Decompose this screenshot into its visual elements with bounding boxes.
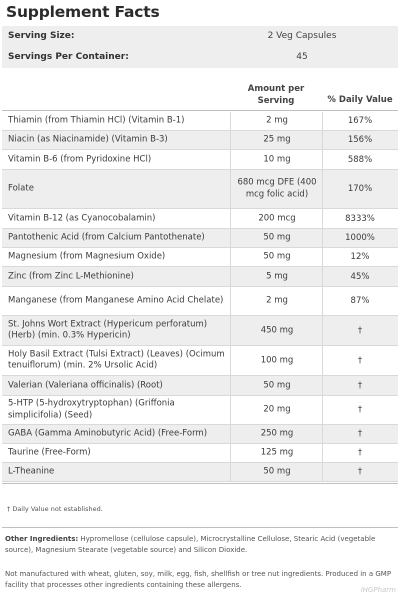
nutrient-amount: 50 mg xyxy=(263,232,291,243)
other-ingredients-text: Hypromellose (cellulose capsule), Microcrystalline Cellulose, Stearic Acid (vegetable source), Magnesium Stearate (vegetable source) and Silicon Dioxide. xyxy=(5,535,376,554)
nutrient-name: Pantothenic Acid (from Calcium Pantothenate) xyxy=(8,232,205,243)
nutrient-amount: 50 mg xyxy=(263,251,291,262)
serving-size-value: 2 Veg Capsules xyxy=(267,31,337,41)
nutrient-daily-value: 1000% xyxy=(345,233,375,243)
nutrient-amount: 50 mg xyxy=(263,379,291,390)
table-row xyxy=(2,425,398,443)
nutrient-amount: 2 mg xyxy=(266,115,288,126)
nutrient-daily-value: † xyxy=(357,380,363,391)
nutrient-name: 5-HTP (5-hydroxytryptophan) (Griffonia simplicifolia) (Seed) xyxy=(8,398,175,420)
nutrient-amount: 100 mg xyxy=(260,354,294,365)
table-row xyxy=(2,209,398,228)
table-row xyxy=(2,346,398,375)
nutrient-name: Valerian (Valeriana officinalis) (Root) xyxy=(8,379,163,390)
column-divider xyxy=(230,463,231,481)
serving-size-label: Serving Size: xyxy=(8,31,75,41)
nutrient-name: Thiamin (from Thiamin HCl) (Vitamin B-1) xyxy=(8,115,185,126)
nutrient-amount: 5 mg xyxy=(266,270,288,281)
page-title: Supplement Facts xyxy=(6,3,160,21)
table-bottom-divider xyxy=(2,483,398,484)
column-divider xyxy=(230,150,231,169)
column-divider xyxy=(230,229,231,247)
nutrient-daily-value: 45% xyxy=(350,271,370,282)
nutrient-amount: 200 mcg xyxy=(258,212,296,223)
row-divider xyxy=(2,481,398,482)
watermark: iHGPharm xyxy=(360,586,396,594)
nutrient-name: Vitamin B-12 (as Cyanocobalamin) xyxy=(8,212,156,223)
table-row xyxy=(2,376,398,395)
nutrient-name: Zinc (from Zinc L-Methionine) xyxy=(8,270,134,281)
table-row xyxy=(2,112,398,130)
nutrient-name: Manganese (from Manganese Amino Acid Chelate) xyxy=(8,295,224,306)
nutrient-name: Taurine (Free-Form) xyxy=(8,447,91,458)
column-divider xyxy=(230,316,231,345)
nutrient-daily-value: 156% xyxy=(347,135,373,145)
column-divider xyxy=(230,425,231,443)
nutrient-daily-value: † xyxy=(357,405,363,415)
table-row xyxy=(2,248,398,266)
column-divider xyxy=(230,170,231,208)
nutrient-name: Folate xyxy=(8,183,34,194)
table-row xyxy=(2,229,398,247)
table-row xyxy=(2,396,398,424)
column-divider xyxy=(230,112,231,130)
nutrient-daily-value: † xyxy=(357,467,363,477)
amount-header-line2: Serving xyxy=(257,96,295,106)
header-divider xyxy=(2,110,398,111)
column-divider xyxy=(230,267,231,286)
nutrient-amount: 2 mg xyxy=(266,295,288,306)
table-row xyxy=(2,170,398,208)
nutrient-amount: 20 mg xyxy=(263,404,291,415)
nutrient-daily-value: 87% xyxy=(350,296,370,306)
column-divider xyxy=(230,209,231,228)
nutrient-daily-value: † xyxy=(357,355,363,366)
amount-header-line1: Amount per xyxy=(247,84,305,94)
daily-value-footnote: † Daily Value not established. xyxy=(7,505,103,513)
table-row xyxy=(2,131,398,149)
nutrient-name: Magnesium (from Magnesium Oxide) xyxy=(8,251,166,262)
nutrient-daily-value: 588% xyxy=(347,154,373,165)
table-row xyxy=(2,444,398,462)
nutrient-name: Holy Basil Extract (Tulsi Extract) (Leaves) (Ocimum tenuiflorum) (min. 2% Ursolic Acid) xyxy=(8,349,225,371)
nutrient-daily-value: 167% xyxy=(347,116,373,126)
table-row xyxy=(2,316,398,345)
nutrient-daily-value: 12% xyxy=(350,252,370,262)
nutrient-name: Niacin (as Niacinamide) (Vitamin B-3) xyxy=(8,134,168,145)
allergen-statement: Not manufactured with wheat, gluten, soy, milk, egg, fish, shellfish or tree nut ingredients. Produced in a GMP facility that processes other ingredients containing these allergens. xyxy=(5,570,392,589)
amount-per-serving-header xyxy=(232,83,320,107)
nutrient-amount: 250 mg xyxy=(260,428,294,439)
servings-per-container-value: 45 xyxy=(296,52,308,62)
table-row xyxy=(2,463,398,481)
other-ingredients-label: Other Ingredients: xyxy=(5,535,79,543)
nutrient-amount: 50 mg xyxy=(263,466,291,477)
nutrient-amount: 10 mg xyxy=(263,153,291,164)
column-divider xyxy=(230,444,231,462)
servings-per-container-label: Servings Per Container: xyxy=(8,52,129,62)
nutrient-daily-value: 8333% xyxy=(345,213,375,224)
column-divider xyxy=(230,376,231,395)
nutrient-daily-value: 170% xyxy=(347,184,373,194)
nutrient-name: St. Johns Wort Extract (Hypericum perforatum) (Herb) (min. 0.3% Hypericin) xyxy=(8,319,208,341)
column-divider xyxy=(230,287,231,315)
nutrient-amount: 25 mg xyxy=(263,134,291,145)
nutrient-amount: 125 mg xyxy=(260,447,294,458)
nutrient-daily-value: † xyxy=(357,429,363,439)
nutrient-amount: 450 mg xyxy=(260,324,294,335)
table-row xyxy=(2,267,398,286)
column-divider xyxy=(230,248,231,266)
column-divider xyxy=(230,131,231,149)
nutrient-name: L-Theanine xyxy=(8,466,55,477)
table-row xyxy=(2,150,398,169)
serving-size-row xyxy=(2,26,398,47)
nutrient-name: GABA (Gamma Aminobutyric Acid) (Free-Form) xyxy=(8,428,208,439)
nutrient-daily-value: † xyxy=(357,448,363,458)
ingredients-divider xyxy=(2,527,398,528)
table-row xyxy=(2,287,398,315)
nutrient-name: Vitamin B-6 (from Pyridoxine HCl) xyxy=(8,153,152,164)
nutrient-daily-value: † xyxy=(357,325,363,336)
other-ingredients xyxy=(5,534,397,556)
daily-value-header: % Daily Value xyxy=(327,95,393,105)
servings-per-container-row xyxy=(2,47,398,68)
column-divider xyxy=(230,346,231,375)
column-divider xyxy=(230,396,231,424)
nutrient-amount: 680 mcg DFE (400 mcg folic acid) xyxy=(237,177,317,199)
